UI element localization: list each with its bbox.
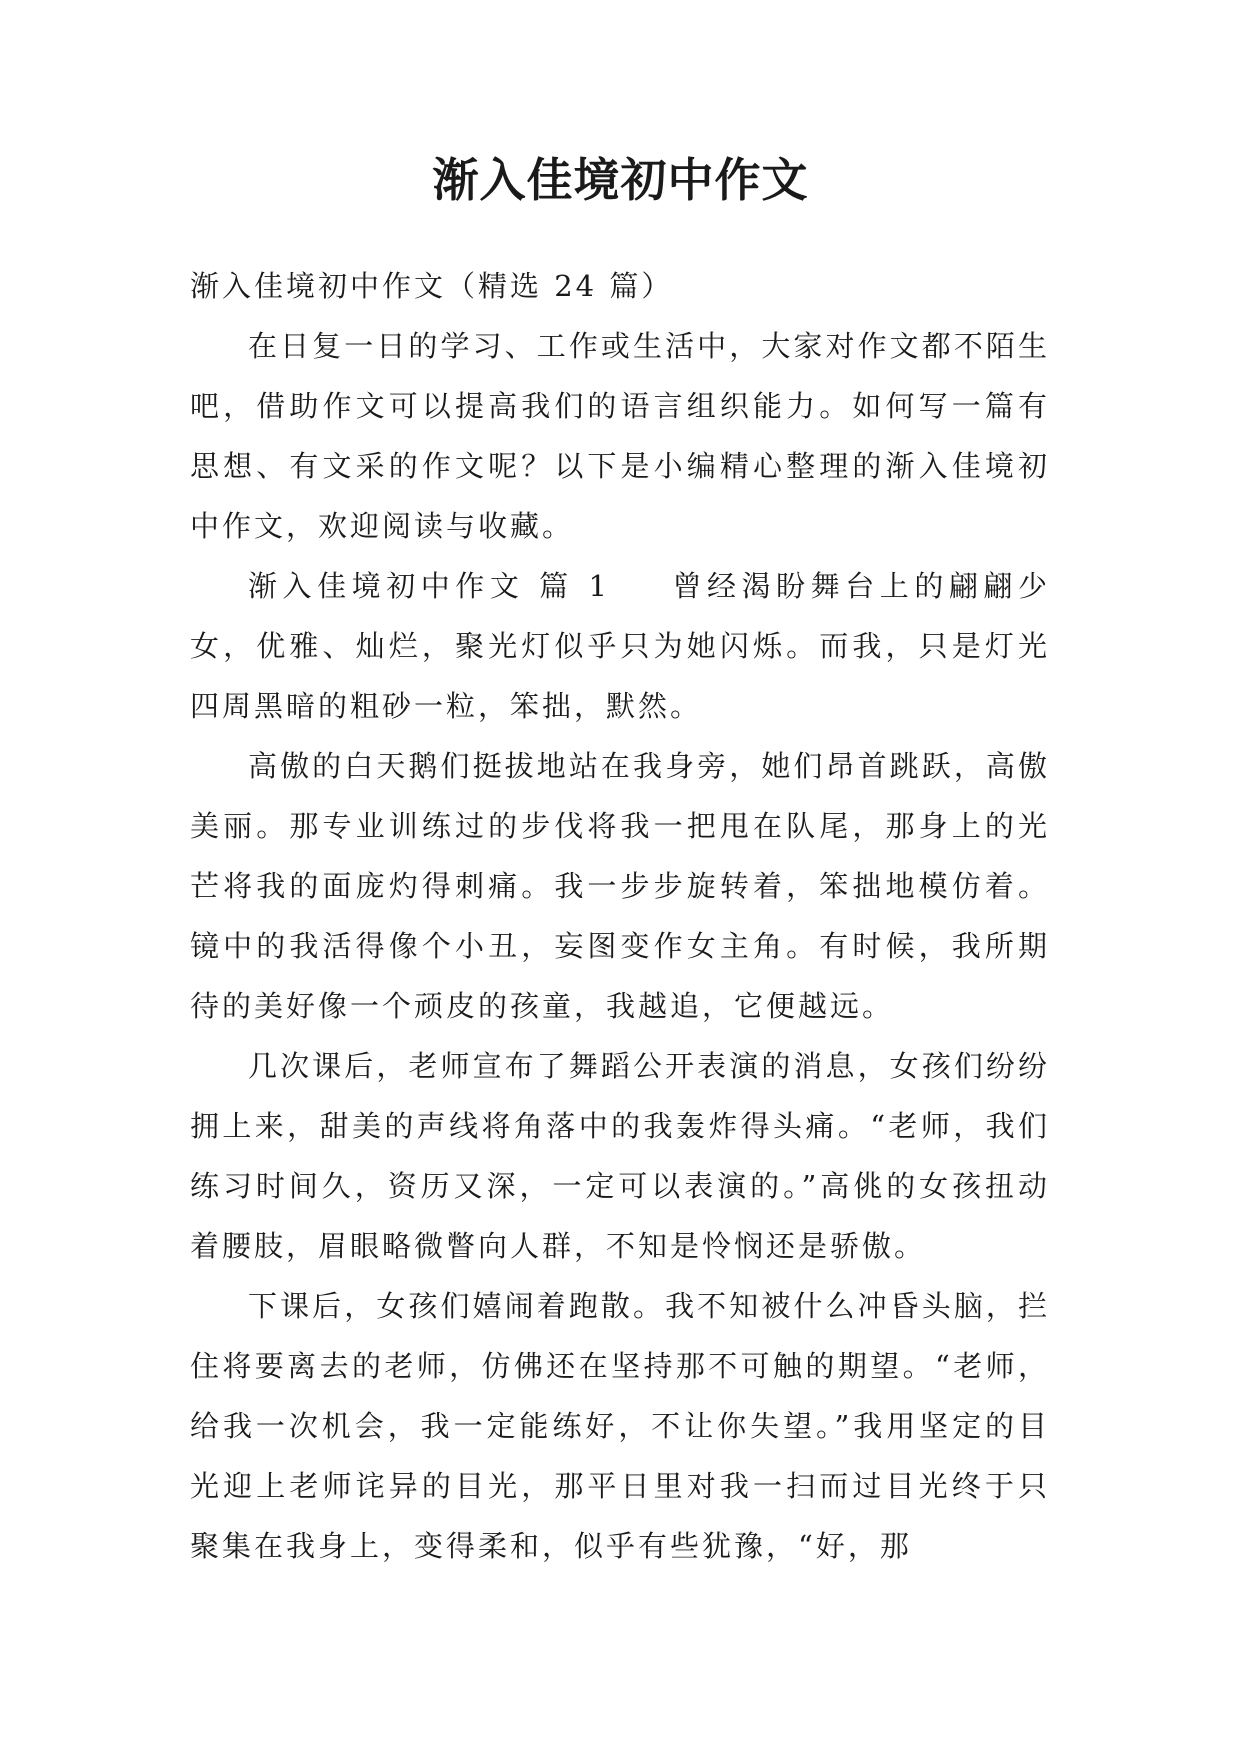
- intro-paragraph: 在日复一日的学习、工作或生活中，大家对作文都不陌生吧，借助作文可以提高我们的语言组织能力。如何写一篇有思想、有文采的作文呢？以下是小编精心整理的渐入佳境初中作文，欢迎阅读与收藏。: [190, 329, 1050, 543]
- document-subtitle: 渐入佳境初中作文（精选 24 篇）: [190, 269, 674, 303]
- section-first-text: 曾经渴盼舞台上的翩翩少女，优雅、灿烂，聚光灯似乎只为她闪烁。而我，只是灯光四周黑暗的粗砂一粒，笨拙，默然。: [190, 569, 1050, 723]
- document-title: 渐入佳境初中作文: [432, 153, 809, 207]
- body-paragraph: 下课后，女孩们嬉闹着跑散。我不知被什么冲昏头脑，拦住将要离去的老师，仿佛还在坚持那不可触的期望。“老师，给我一次机会，我一定能练好，不让你失望。”我用坚定的目光迎上老师诧异的目光，那平日里对我一扫而过目光终于只聚集在我身上，变得柔和，似乎有些犹豫，“好，那: [190, 1289, 1050, 1563]
- section-1-paragraph: [190, 556, 1050, 736]
- document-body: [190, 256, 1050, 1576]
- section-heading: 渐入佳境初中作文 篇 1: [248, 569, 610, 603]
- body-paragraph: 高傲的白天鹅们挺拔地站在我身旁，她们昂首跳跃，高傲美丽。那专业训练过的步伐将我一把甩在队尾，那身上的光芒将我的面庞灼得刺痛。我一步步旋转着，笨拙地模仿着。镜中的我活得像个小丑，妄图变作女主角。有时候，我所期待的美好像一个顽皮的孩童，我越追，它便越远。: [190, 749, 1050, 1023]
- body-paragraph: 几次课后，老师宣布了舞蹈公开表演的消息，女孩们纷纷拥上来，甜美的声线将角落中的我轰炸得头痛。“老师，我们练习时间久，资历又深，一定可以表演的。”高佻的女孩扭动着腰肢，眉眼略微瞥向人群，不知是怜悯还是骄傲。: [190, 1049, 1050, 1263]
